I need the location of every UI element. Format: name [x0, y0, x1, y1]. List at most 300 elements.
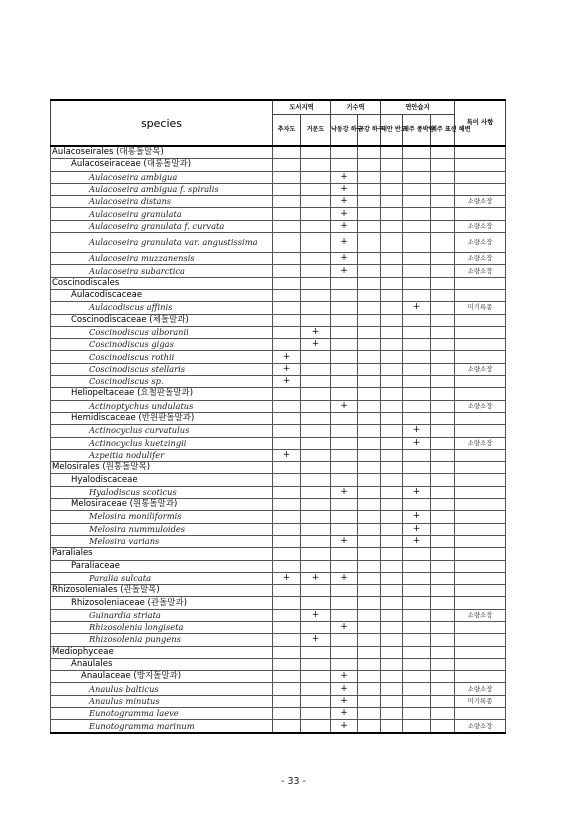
occurrence-cell [331, 277, 358, 289]
occurrence-cell: + [331, 208, 358, 220]
occurrence-cell [273, 486, 301, 498]
occurrence-cell [381, 658, 403, 670]
table-row [51, 412, 506, 424]
occurrence-cell [273, 412, 301, 424]
table-row [51, 183, 506, 195]
table-row [51, 208, 506, 220]
note-cell [455, 339, 506, 351]
species-name: Aulacoseira granulata [51, 208, 273, 220]
table-row [51, 363, 506, 375]
note-cell [455, 499, 506, 511]
occurrence-cell [273, 683, 301, 695]
table-row [51, 289, 506, 301]
occurrence-cell [431, 597, 455, 609]
table-row [51, 437, 506, 449]
occurrence-cell [358, 400, 381, 412]
species-name: Actinocyclus kuetzingii [51, 437, 273, 449]
note-cell [455, 449, 506, 461]
taxon-name: Melosiraceae (원통돌말과) [51, 499, 273, 511]
occurrence-cell [381, 351, 403, 363]
table-row [51, 548, 506, 560]
occurrence-cell [331, 646, 358, 658]
occurrence-cell [358, 634, 381, 646]
occurrence-cell [358, 560, 381, 572]
occurrence-cell [403, 621, 431, 633]
occurrence-cell [381, 376, 403, 388]
occurrence-cell [431, 183, 455, 195]
occurrence-cell [381, 171, 403, 183]
occurrence-cell [403, 171, 431, 183]
occurrence-cell [431, 462, 455, 474]
occurrence-cell [331, 351, 358, 363]
occurrence-cell [301, 183, 331, 195]
occurrence-cell: + [331, 265, 358, 277]
occurrence-cell [431, 425, 455, 437]
occurrence-cell: + [331, 708, 358, 720]
species-distribution-table [50, 99, 506, 734]
occurrence-cell [273, 171, 301, 183]
occurrence-cell [403, 183, 431, 195]
occurrence-cell [301, 171, 331, 183]
taxon-name: Aulacoseirales (대롱돌말목) [51, 146, 273, 159]
occurrence-cell [358, 523, 381, 535]
occurrence-cell [381, 314, 403, 326]
occurrence-cell [431, 523, 455, 535]
table-row [51, 277, 506, 289]
table-row [51, 376, 506, 388]
occurrence-cell [273, 253, 301, 265]
occurrence-cell: + [301, 609, 331, 621]
occurrence-cell [431, 277, 455, 289]
occurrence-cell [431, 548, 455, 560]
occurrence-cell [431, 388, 455, 400]
table-row [51, 339, 506, 351]
column-header-geomundo: 거문도 [301, 115, 331, 147]
species-name: Rhizosolenia pungens [51, 634, 273, 646]
taxon-name: Coscinodiscales [51, 277, 273, 289]
occurrence-cell [431, 499, 455, 511]
occurrence-cell: + [331, 220, 358, 232]
occurrence-cell: + [331, 621, 358, 633]
occurrence-cell [403, 314, 431, 326]
occurrence-cell [273, 548, 301, 560]
occurrence-cell: + [403, 535, 431, 547]
occurrence-cell [381, 708, 403, 720]
occurrence-cell [403, 560, 431, 572]
occurrence-cell [431, 511, 455, 523]
table-row [51, 609, 506, 621]
occurrence-cell [358, 277, 381, 289]
occurrence-cell [301, 499, 331, 511]
occurrence-cell [381, 449, 403, 461]
occurrence-cell [301, 585, 331, 597]
occurrence-cell [381, 486, 403, 498]
species-name: Aulacodiscus affinis [51, 302, 273, 314]
occurrence-cell [381, 159, 403, 171]
occurrence-cell [331, 437, 358, 449]
occurrence-cell [301, 695, 331, 707]
occurrence-cell [431, 289, 455, 301]
table-row [51, 196, 506, 208]
taxon-name: Anaulales [51, 658, 273, 670]
occurrence-cell [301, 289, 331, 301]
occurrence-cell [381, 412, 403, 424]
occurrence-cell [431, 535, 455, 547]
occurrence-cell [358, 671, 381, 683]
occurrence-cell [358, 363, 381, 375]
occurrence-cell [301, 351, 331, 363]
table-row [51, 671, 506, 683]
occurrence-cell [273, 634, 301, 646]
occurrence-cell [431, 363, 455, 375]
occurrence-cell [273, 720, 301, 733]
occurrence-cell [273, 146, 301, 159]
occurrence-cell [403, 159, 431, 171]
note-cell [455, 511, 506, 523]
note-cell: 소량소장 [455, 196, 506, 208]
occurrence-cell [431, 634, 455, 646]
species-name: Aulacoseira granulata f. curvata [51, 220, 273, 232]
table-row [51, 708, 506, 720]
occurrence-cell [331, 548, 358, 560]
occurrence-cell [403, 412, 431, 424]
table-header [51, 100, 506, 146]
species-name: Rhizosolenia longiseta [51, 621, 273, 633]
occurrence-cell: + [403, 425, 431, 437]
occurrence-cell [403, 634, 431, 646]
occurrence-cell [358, 425, 381, 437]
table-row [51, 314, 506, 326]
note-cell: 소량소장 [455, 400, 506, 412]
occurrence-cell [358, 339, 381, 351]
note-cell [455, 634, 506, 646]
occurrence-cell [273, 462, 301, 474]
occurrence-cell [403, 671, 431, 683]
table-row [51, 474, 506, 486]
occurrence-cell [301, 548, 331, 560]
occurrence-cell [381, 326, 403, 338]
table-row [51, 462, 506, 474]
occurrence-cell [381, 597, 403, 609]
species-name: Hyalodiscus scoticus [51, 486, 273, 498]
occurrence-cell: + [403, 437, 431, 449]
occurrence-cell [431, 474, 455, 486]
occurrence-cell [301, 621, 331, 633]
occurrence-cell [273, 314, 301, 326]
occurrence-cell: + [331, 183, 358, 195]
note-cell [455, 597, 506, 609]
table-row [51, 159, 506, 171]
occurrence-cell: + [301, 339, 331, 351]
species-name: Eunotogramma laeve [51, 708, 273, 720]
species-name: Coscinodiscus sp. [51, 376, 273, 388]
note-cell [455, 585, 506, 597]
occurrence-cell: + [331, 572, 358, 584]
occurrence-cell [358, 196, 381, 208]
note-cell [455, 462, 506, 474]
occurrence-cell [358, 720, 381, 733]
occurrence-cell [273, 388, 301, 400]
column-header-taean: 태안 반도 [381, 115, 403, 147]
note-cell [455, 208, 506, 220]
note-cell [455, 159, 506, 171]
occurrence-cell [331, 314, 358, 326]
species-name: Coscinodiscus alboranii [51, 326, 273, 338]
occurrence-cell [331, 425, 358, 437]
note-cell: 소량소장 [455, 363, 506, 375]
occurrence-cell [381, 462, 403, 474]
occurrence-cell [331, 523, 358, 535]
occurrence-cell [431, 658, 455, 670]
occurrence-cell [381, 720, 403, 733]
taxon-name: Hyalodiscaceae [51, 474, 273, 486]
occurrence-cell: + [331, 486, 358, 498]
table-row [51, 302, 506, 314]
species-name: Aulacoseira granulata var. angustissima [51, 233, 273, 253]
note-cell: 소량소장 [455, 253, 506, 265]
occurrence-cell [331, 499, 358, 511]
occurrence-cell [358, 462, 381, 474]
occurrence-cell [273, 474, 301, 486]
occurrence-cell [273, 523, 301, 535]
page-number: - 33 - [281, 776, 306, 787]
occurrence-cell [403, 708, 431, 720]
occurrence-cell [301, 462, 331, 474]
occurrence-cell [403, 548, 431, 560]
occurrence-cell [301, 412, 331, 424]
occurrence-cell [301, 437, 331, 449]
occurrence-cell [403, 363, 431, 375]
occurrence-cell [381, 196, 403, 208]
table-row [51, 400, 506, 412]
species-name: Guinardia striata [51, 609, 273, 621]
occurrence-cell [431, 621, 455, 633]
occurrence-cell [381, 388, 403, 400]
column-header-nakdong-estuary: 낙동강 하구 [331, 115, 358, 147]
occurrence-cell [431, 220, 455, 232]
occurrence-cell [358, 708, 381, 720]
occurrence-cell [431, 233, 455, 253]
occurrence-cell [381, 220, 403, 232]
occurrence-cell [403, 208, 431, 220]
occurrence-cell: + [301, 572, 331, 584]
occurrence-cell [358, 388, 381, 400]
occurrence-cell [431, 412, 455, 424]
occurrence-cell: + [403, 486, 431, 498]
occurrence-cell [431, 720, 455, 733]
occurrence-cell [358, 474, 381, 486]
group-header-islands: 도서지역 [273, 100, 331, 115]
occurrence-cell [431, 560, 455, 572]
table-row [51, 535, 506, 547]
occurrence-cell [403, 474, 431, 486]
note-cell [455, 351, 506, 363]
occurrence-cell [331, 585, 358, 597]
occurrence-cell [273, 326, 301, 338]
table-row [51, 233, 506, 253]
occurrence-cell [273, 695, 301, 707]
species-name: Aulacoseira ambigua f. spiralis [51, 183, 273, 195]
note-cell [455, 535, 506, 547]
taxon-name: Rhizosoleniaceae (관돌말과) [51, 597, 273, 609]
occurrence-cell [273, 196, 301, 208]
occurrence-cell [331, 376, 358, 388]
occurrence-cell [381, 277, 403, 289]
occurrence-cell [331, 146, 358, 159]
occurrence-cell [381, 233, 403, 253]
occurrence-cell [381, 208, 403, 220]
note-cell [455, 621, 506, 633]
column-header-chujado: 추자도 [273, 115, 301, 147]
table-row [51, 326, 506, 338]
occurrence-cell [403, 289, 431, 301]
occurrence-cell [358, 220, 381, 232]
species-name: Paralia sulcata [51, 572, 273, 584]
occurrence-cell: + [301, 634, 331, 646]
occurrence-cell [403, 646, 431, 658]
occurrence-cell [431, 302, 455, 314]
occurrence-cell: + [273, 363, 301, 375]
occurrence-cell [431, 253, 455, 265]
note-cell: 미기록종 [455, 695, 506, 707]
occurrence-cell [301, 425, 331, 437]
occurrence-cell [431, 326, 455, 338]
occurrence-cell: + [403, 511, 431, 523]
occurrence-cell [358, 499, 381, 511]
occurrence-cell [403, 462, 431, 474]
species-name: Anaulus minutus [51, 695, 273, 707]
occurrence-cell [403, 683, 431, 695]
column-header-jeju-jongbakam: 제주 종박암 [403, 115, 431, 147]
note-cell: 소량소장 [455, 265, 506, 277]
table-row [51, 658, 506, 670]
occurrence-cell [331, 388, 358, 400]
occurrence-cell [431, 146, 455, 159]
occurrence-cell [273, 609, 301, 621]
occurrence-cell [381, 560, 403, 572]
table-row [51, 572, 506, 584]
occurrence-cell [331, 339, 358, 351]
occurrence-cell [403, 572, 431, 584]
note-cell [455, 646, 506, 658]
group-header-coastal-wetland: 연안습지 [381, 100, 455, 115]
occurrence-cell [358, 265, 381, 277]
occurrence-cell [301, 535, 331, 547]
taxon-name: Aulacoseiraceae (대롱돌말과) [51, 159, 273, 171]
occurrence-cell [381, 400, 403, 412]
note-cell [455, 277, 506, 289]
occurrence-cell [273, 159, 301, 171]
occurrence-cell [403, 220, 431, 232]
occurrence-cell [381, 671, 403, 683]
occurrence-cell [358, 302, 381, 314]
note-cell: 소량소장 [455, 720, 506, 733]
occurrence-cell [358, 535, 381, 547]
occurrence-cell [273, 400, 301, 412]
occurrence-cell [358, 351, 381, 363]
occurrence-cell: + [331, 671, 358, 683]
species-name: Anaulus balticus [51, 683, 273, 695]
occurrence-cell [403, 658, 431, 670]
occurrence-cell [403, 449, 431, 461]
occurrence-cell [358, 572, 381, 584]
occurrence-cell [431, 339, 455, 351]
occurrence-cell: + [331, 695, 358, 707]
taxon-name: Aulacodiscaceae [51, 289, 273, 301]
occurrence-cell: + [331, 253, 358, 265]
occurrence-cell [403, 597, 431, 609]
occurrence-cell [331, 159, 358, 171]
occurrence-cell [273, 289, 301, 301]
occurrence-cell [301, 146, 331, 159]
table-row [51, 560, 506, 572]
occurrence-cell [331, 560, 358, 572]
occurrence-cell [358, 449, 381, 461]
occurrence-cell [431, 683, 455, 695]
occurrence-cell: + [273, 376, 301, 388]
table-body [51, 146, 506, 733]
occurrence-cell [301, 474, 331, 486]
note-cell [455, 314, 506, 326]
species-name: Coscinodiscus rothii [51, 351, 273, 363]
occurrence-cell [358, 314, 381, 326]
occurrence-cell [273, 499, 301, 511]
occurrence-cell [381, 609, 403, 621]
occurrence-cell [301, 208, 331, 220]
occurrence-cell: + [403, 302, 431, 314]
occurrence-cell [358, 597, 381, 609]
occurrence-cell [381, 146, 403, 159]
occurrence-cell [358, 208, 381, 220]
taxon-name: Melosirales (원통돌말목) [51, 462, 273, 474]
occurrence-cell [381, 646, 403, 658]
occurrence-cell [431, 708, 455, 720]
occurrence-cell [431, 314, 455, 326]
occurrence-cell [301, 376, 331, 388]
table-row [51, 621, 506, 633]
occurrence-cell [403, 351, 431, 363]
note-cell [455, 425, 506, 437]
table-row [51, 486, 506, 498]
occurrence-cell [431, 609, 455, 621]
occurrence-cell [301, 159, 331, 171]
table-row [51, 511, 506, 523]
occurrence-cell [331, 597, 358, 609]
occurrence-cell [381, 523, 403, 535]
occurrence-cell [358, 646, 381, 658]
occurrence-cell [381, 499, 403, 511]
occurrence-cell [381, 683, 403, 695]
occurrence-cell [431, 159, 455, 171]
note-cell [455, 572, 506, 584]
taxon-name: Mediophyceae [51, 646, 273, 658]
occurrence-cell [301, 523, 331, 535]
occurrence-cell [331, 302, 358, 314]
occurrence-cell [331, 412, 358, 424]
note-cell [455, 388, 506, 400]
species-name: Eunotogramma marinum [51, 720, 273, 733]
note-cell: 소량소장 [455, 220, 506, 232]
occurrence-cell [403, 233, 431, 253]
occurrence-cell [331, 658, 358, 670]
occurrence-cell [273, 437, 301, 449]
occurrence-cell [358, 437, 381, 449]
occurrence-cell [381, 425, 403, 437]
occurrence-cell [431, 695, 455, 707]
occurrence-cell [358, 376, 381, 388]
occurrence-cell: + [331, 683, 358, 695]
occurrence-cell [358, 146, 381, 159]
